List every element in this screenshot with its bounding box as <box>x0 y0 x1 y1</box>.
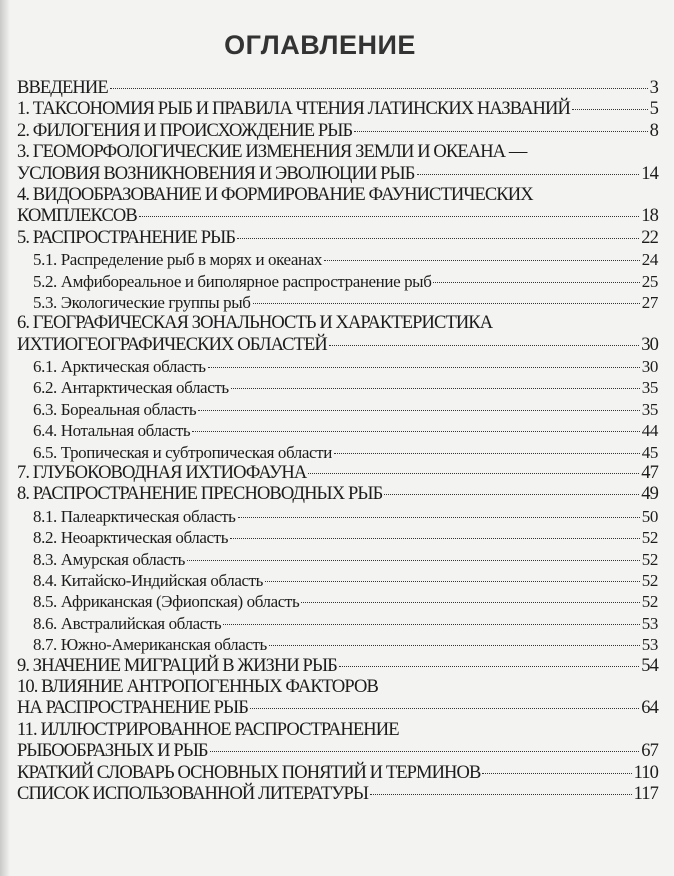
dot-leader <box>324 260 640 261</box>
toc-entry-title: 5. РАСПРОСТРАНЕНИЕ РЫБ <box>17 227 236 248</box>
toc-page-number: 52 <box>641 549 658 569</box>
dot-leader <box>192 431 640 432</box>
dot-leader <box>370 794 632 795</box>
toc-line <box>17 377 658 398</box>
toc-entry <box>17 377 658 398</box>
page-edge-shadow <box>0 0 10 876</box>
toc-entry <box>17 228 658 249</box>
toc-entry-title: ВВЕДЕНИЕ <box>17 78 108 98</box>
toc-entry <box>17 78 658 99</box>
dot-leader <box>253 303 640 304</box>
toc-page-number: 53 <box>641 613 658 633</box>
toc-entry-title: 8. РАСПРОСТРАНЕНИЕ ПРЕСНОВОДНЫХ РЫБ <box>17 484 383 505</box>
dot-leader <box>269 645 640 646</box>
toc-entry-title: 6.1. Арктическая область <box>33 357 206 377</box>
toc-line <box>17 420 658 441</box>
toc-entry <box>17 720 658 763</box>
toc-line <box>17 698 658 719</box>
toc-entry <box>17 570 658 591</box>
toc-page-number: 54 <box>641 655 658 676</box>
toc-line <box>17 784 658 805</box>
toc-entry <box>17 677 658 720</box>
toc-entry-title: 5.2. Амфибореальное и биполярное распространение рыб <box>33 271 432 291</box>
dot-leader <box>250 708 639 709</box>
toc-page-number: 30 <box>641 334 658 355</box>
toc-entry-title: 8.1. Палеарктическая область <box>33 506 236 526</box>
dot-leader <box>198 410 640 411</box>
dot-leader <box>433 282 639 283</box>
toc-page-number: 52 <box>641 570 658 590</box>
toc-line <box>17 292 658 313</box>
toc-page-number: 50 <box>641 506 658 526</box>
toc-entry-title: СПИСОК ИСПОЛЬЗОВАННОЙ ЛИТЕРАТУРЫ <box>17 783 369 804</box>
toc-entry-title: 6.2. Антарктическая область <box>33 378 229 398</box>
toc-entry <box>17 463 658 484</box>
toc-line <box>17 720 658 741</box>
toc-entry <box>17 506 658 527</box>
dot-leader <box>417 174 640 175</box>
toc-entry <box>17 249 658 270</box>
toc-page-number: 24 <box>641 250 658 270</box>
toc-entry-title: 8.7. Южно-Американская область <box>33 635 267 655</box>
toc-entry <box>17 185 658 228</box>
toc-entry-title: 8.4. Китайско-Индийская область <box>33 570 264 590</box>
toc-entry-title: 8.3. Амурская область <box>33 549 186 569</box>
toc-page-number: 110 <box>633 762 658 783</box>
toc-entry-title: 3. ГЕОМОРФОЛОГИЧЕСКИЕ ИЗМЕНЕНИЯ ЗЕМЛИ И ОКЕАНА — <box>17 142 527 163</box>
page-title: ОГЛАВЛЕНИЕ <box>224 30 416 60</box>
toc-page-number: 5 <box>649 99 658 120</box>
toc-entry-title: 8.5. Африканская (Эфиопская) область <box>33 592 300 612</box>
toc-page-number: 35 <box>641 399 658 419</box>
toc-line <box>17 591 658 612</box>
dot-leader <box>339 666 639 667</box>
toc-page-number: 49 <box>641 484 658 505</box>
dot-leader <box>334 453 640 454</box>
dot-leader <box>110 88 648 89</box>
toc-line <box>17 463 658 484</box>
toc-entry-title: 4. ВИДООБРАЗОВАНИЕ И ФОРМИРОВАНИЕ ФАУНИСТИЧЕСКИХ <box>17 184 533 205</box>
toc-page-number: 35 <box>641 378 658 398</box>
toc-line <box>17 549 658 570</box>
toc-line <box>17 763 658 784</box>
dot-leader <box>208 367 640 368</box>
dot-leader <box>265 581 640 582</box>
toc-line <box>17 442 658 463</box>
dot-leader <box>238 517 640 518</box>
toc-line <box>17 613 658 634</box>
toc-line <box>17 570 658 591</box>
dot-leader <box>210 751 640 752</box>
toc-entry <box>17 634 658 655</box>
toc-line <box>17 399 658 420</box>
toc-entry-title: 6. ГЕОГРАФИЧЕСКАЯ ЗОНАЛЬНОСТЬ И ХАРАКТЕРИСТИКА <box>17 313 493 334</box>
toc-entry-title: 11. ИЛЛЮСТРИРОВАННОЕ РАСПРОСТРАНЕНИЕ <box>17 719 399 740</box>
toc-page-number: 14 <box>641 163 658 184</box>
toc-line <box>17 656 658 677</box>
toc-page-number: 3 <box>649 78 658 98</box>
toc-entry <box>17 121 658 142</box>
toc-entry <box>17 591 658 612</box>
toc-line <box>17 271 658 292</box>
toc-page-number: 25 <box>641 271 658 291</box>
toc-line <box>17 206 658 227</box>
toc-line <box>17 249 658 270</box>
toc-entry-title: 6.5. Тропическая и субтропическая области <box>33 442 332 462</box>
toc-entry <box>17 399 658 420</box>
dot-leader <box>187 560 640 561</box>
toc-page-number: 52 <box>641 592 658 612</box>
dot-leader <box>223 624 640 625</box>
toc-entry <box>17 484 658 505</box>
toc-entry-title: 10. ВЛИЯНИЕ АНТРОПОГЕННЫХ ФАКТОРОВ <box>17 676 378 697</box>
toc-page-number: 22 <box>641 227 658 248</box>
toc-entry <box>17 613 658 634</box>
toc-page-number: 117 <box>633 783 658 804</box>
toc-entry-title: 1. ТАКСОНОМИЯ РЫБ И ПРАВИЛА ЧТЕНИЯ ЛАТИНСКИХ НАЗВАНИЙ <box>17 99 570 120</box>
toc-entry-title: 5.3. Экологические группы рыб <box>33 292 251 312</box>
toc-entry-title: 5.1. Распределение рыб в морях и океанах <box>33 250 322 270</box>
toc-entry-title: РЫБООБРАЗНЫХ И РЫБ <box>17 741 208 762</box>
dot-leader <box>572 109 648 110</box>
toc-entry <box>17 356 658 377</box>
dot-leader <box>301 602 639 603</box>
toc-line <box>17 506 658 527</box>
toc-line <box>17 228 658 249</box>
toc-page-number: 44 <box>641 421 658 441</box>
toc-page-number: 18 <box>641 206 658 227</box>
toc-line <box>17 634 658 655</box>
toc-line <box>17 78 658 99</box>
toc-page-number: 27 <box>641 292 658 312</box>
toc-entry-title: НА РАСПРОСТРАНЕНИЕ РЫБ <box>17 698 248 719</box>
toc-entry <box>17 420 658 441</box>
toc-entry <box>17 549 658 570</box>
toc-page-number: 47 <box>641 463 658 484</box>
dot-leader <box>482 773 631 774</box>
dot-leader <box>384 494 639 495</box>
toc-entry-title: 7. ГЛУБОКОВОДНАЯ ИХТИОФАУНА <box>17 463 307 484</box>
dot-leader <box>231 388 640 389</box>
toc-entry-title: ИХТИОГЕОГРАФИЧЕСКИХ ОБЛАСТЕЙ <box>17 334 327 355</box>
toc-line <box>17 677 658 698</box>
toc-entry <box>17 527 658 548</box>
toc-page-number: 45 <box>641 442 658 462</box>
toc-line <box>17 335 658 356</box>
toc-entry-title: 6.3. Бореальная область <box>33 399 197 419</box>
toc-page-number: 52 <box>641 528 658 548</box>
toc-line <box>17 484 658 505</box>
toc-entry-title: 8.2. Неоарктическая область <box>33 528 229 548</box>
dot-leader <box>308 473 639 474</box>
toc-entry-title: 6.4. Нотальная область <box>33 421 191 441</box>
toc-page-number: 30 <box>641 357 658 377</box>
toc-line <box>17 185 658 206</box>
toc-entry-title: 9. ЗНАЧЕНИЕ МИГРАЦИЙ В ЖИЗНИ РЫБ <box>17 655 337 676</box>
toc-line <box>17 99 658 120</box>
dot-leader <box>230 538 640 539</box>
toc-line <box>17 741 658 762</box>
toc-entry <box>17 292 658 313</box>
toc-line <box>17 313 658 334</box>
toc-entry <box>17 271 658 292</box>
toc-entry <box>17 442 658 463</box>
dot-leader <box>139 216 639 217</box>
toc-line <box>17 164 658 185</box>
toc-line <box>17 356 658 377</box>
dot-leader <box>329 345 639 346</box>
toc-entry <box>17 142 658 185</box>
dot-leader <box>354 131 647 132</box>
toc-entry-title: КОМПЛЕКСОВ <box>17 206 137 227</box>
toc-entry <box>17 656 658 677</box>
toc-line <box>17 121 658 142</box>
toc-entry-title: УСЛОВИЯ ВОЗНИКНОВЕНИЯ И ЭВОЛЮЦИИ РЫБ <box>17 163 415 184</box>
toc-entry <box>17 763 658 784</box>
toc-entry <box>17 99 658 120</box>
toc-page-number: 67 <box>641 741 658 762</box>
toc-entry-title: КРАТКИЙ СЛОВАРЬ ОСНОВНЫХ ПОНЯТИЙ И ТЕРМИНОВ <box>17 762 481 783</box>
toc-page-number: 8 <box>649 120 658 141</box>
toc-entry <box>17 784 658 805</box>
toc-page-number: 64 <box>641 698 658 719</box>
toc-line <box>17 527 658 548</box>
toc-entry-title: 8.6. Австралийская область <box>33 613 222 633</box>
toc-page-number: 53 <box>641 635 658 655</box>
toc-line <box>17 142 658 163</box>
toc-entry-title: 2. ФИЛОГЕНИЯ И ПРОИСХОЖДЕНИЕ РЫБ <box>17 120 353 141</box>
table-of-contents <box>17 78 658 805</box>
dot-leader <box>237 238 639 239</box>
toc-entry <box>17 313 658 356</box>
